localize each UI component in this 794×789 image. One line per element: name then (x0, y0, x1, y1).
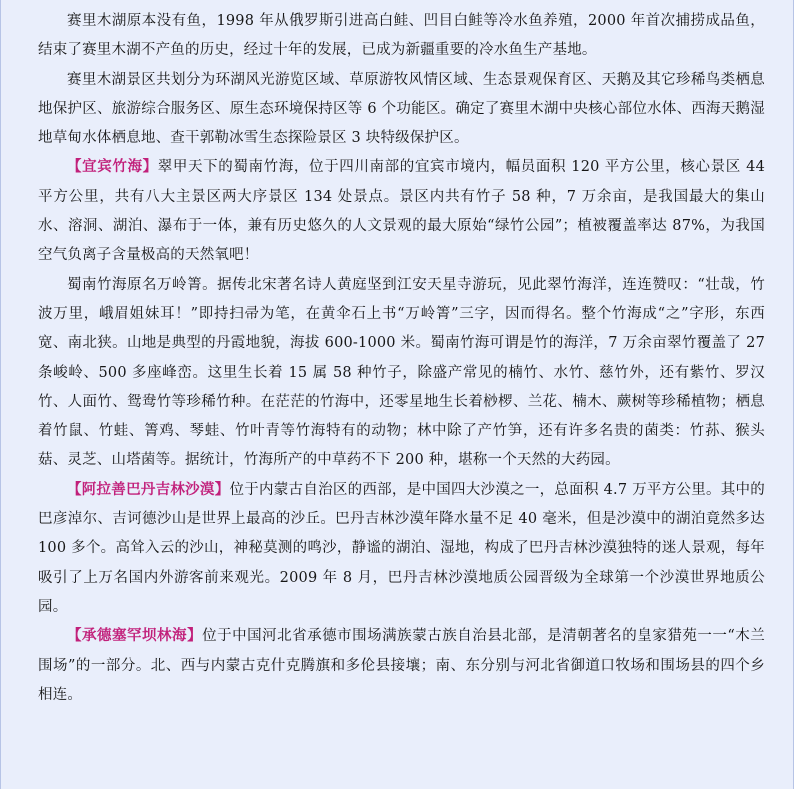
section-heading: 【阿拉善巴丹吉林沙漠】 (67, 481, 230, 498)
paragraph-text: 赛里木湖景区共划分为环湖风光游览区域、草原游牧风情区域、生态景观保育区、天鹅及其它珍稀鸟类栖息地保护区、旅游综合服务区、原生态环境保持区等 6 个功能区。确定了赛里木湖中央核心部位水体、西海天鹅湿地草甸水体栖息地、查干郭勒冰雪生态探险景区 3 块特级保护区。 (38, 71, 765, 147)
paragraph-yibin-bamboo (38, 153, 765, 270)
paragraph-text: 翠甲天下的蜀南竹海，位于四川南部的宜宾市境内，幅员面积 120 平方公里，核心景区 44 平方公里，共有八大主景区两大序景区 134 处景点。景区内共有竹子 58 种，7 万余亩，是我国最大的集山水、溶洞、湖泊、瀑布于一体，兼有历史悠久的人文景观的最大原始“绿竹公园”；植被覆盖率达 87%，为我国空气负离子含量极高的天然氧吧！ (38, 159, 765, 264)
paragraph-saihanba (38, 622, 765, 710)
paragraph-text: 赛里木湖原本没有鱼，1998 年从俄罗斯引进高白鲑、凹目白鲑等冷水鱼养殖，2000 年首次捕捞成品鱼，结束了赛里木湖不产鱼的历史，经过十年的发展，已成为新疆重要的冷水鱼生产基地。 (38, 13, 765, 59)
paragraph-bamboo-history (38, 271, 765, 476)
paragraph-fish (38, 7, 765, 66)
paragraph-zones (38, 66, 765, 154)
section-heading: 【宜宾竹海】 (67, 159, 158, 176)
paragraph-text: 蜀南竹海原名万岭箐。据传北宋著名诗人黄庭坚到江安天星寺游玩，见此翠竹海洋，连连赞叹：“壮哉，竹波万里，峨眉姐妹耳！”即持扫帚为笔，在黄伞石上书“万岭箐”三字，因而得名。整个竹海成“之”字形，东西宽、南北狭。山地是典型的丹霞地貌，海拔 600-1000 米。蜀南竹海可谓是竹的海洋，7 万余亩翠竹覆盖了 27 条峻岭、500 多座峰峦。这里生长着 15 属 58 种竹子，除盛产常见的楠竹、水竹、慈竹外，还有紫竹、罗汉竹、人面竹、鸳鸯竹等珍稀竹种。在茫茫的竹海中，还零星地生长着桫椤、兰花、楠木、蕨树等珍稀植物；栖息着竹鼠、竹蛙、箐鸡、琴蛙、竹叶青等竹海特有的动物；林中除了产竹笋，还有许多名贵的菌类：竹荪、猴头菇、灵芝、山塔菌等。据统计，竹海所产的中草药不下 200 种，堪称一个天然的大药园。 (38, 276, 765, 469)
paragraph-text: 位于中国河北省承德市围场满族蒙古族自治县北部，是清朝著名的皇家猎苑一一“木兰围场”的一部分。北、西与内蒙古克什克腾旗和多伦县接壤；南、东分别与河北省御道口牧场和围场县的四个乡相连。 (38, 628, 765, 703)
paragraph-text: 位于内蒙古自治区的西部，是中国四大沙漠之一，总面积 4.7 万平方公里。其中的巴彦淖尔、吉诃德沙山是世界上最高的沙丘。巴丹吉林沙漠年降水量不足 40 毫米，但是沙漠中的湖泊竟然多达 100 多个。高耸入云的沙山，神秘莫测的鸣沙，静谧的湖泊、湿地，构成了巴丹吉林沙漠独特的迷人景观，每年吸引了上万名国内外游客前来观光。2009 年 8 月，巴丹吉林沙漠地质公园晋级为全球第一个沙漠世界地质公园。 (38, 481, 765, 615)
paragraph-badain-jaran (38, 476, 765, 622)
section-heading: 【承德塞罕坝林海】 (67, 628, 203, 645)
document-body (1, 7, 794, 710)
